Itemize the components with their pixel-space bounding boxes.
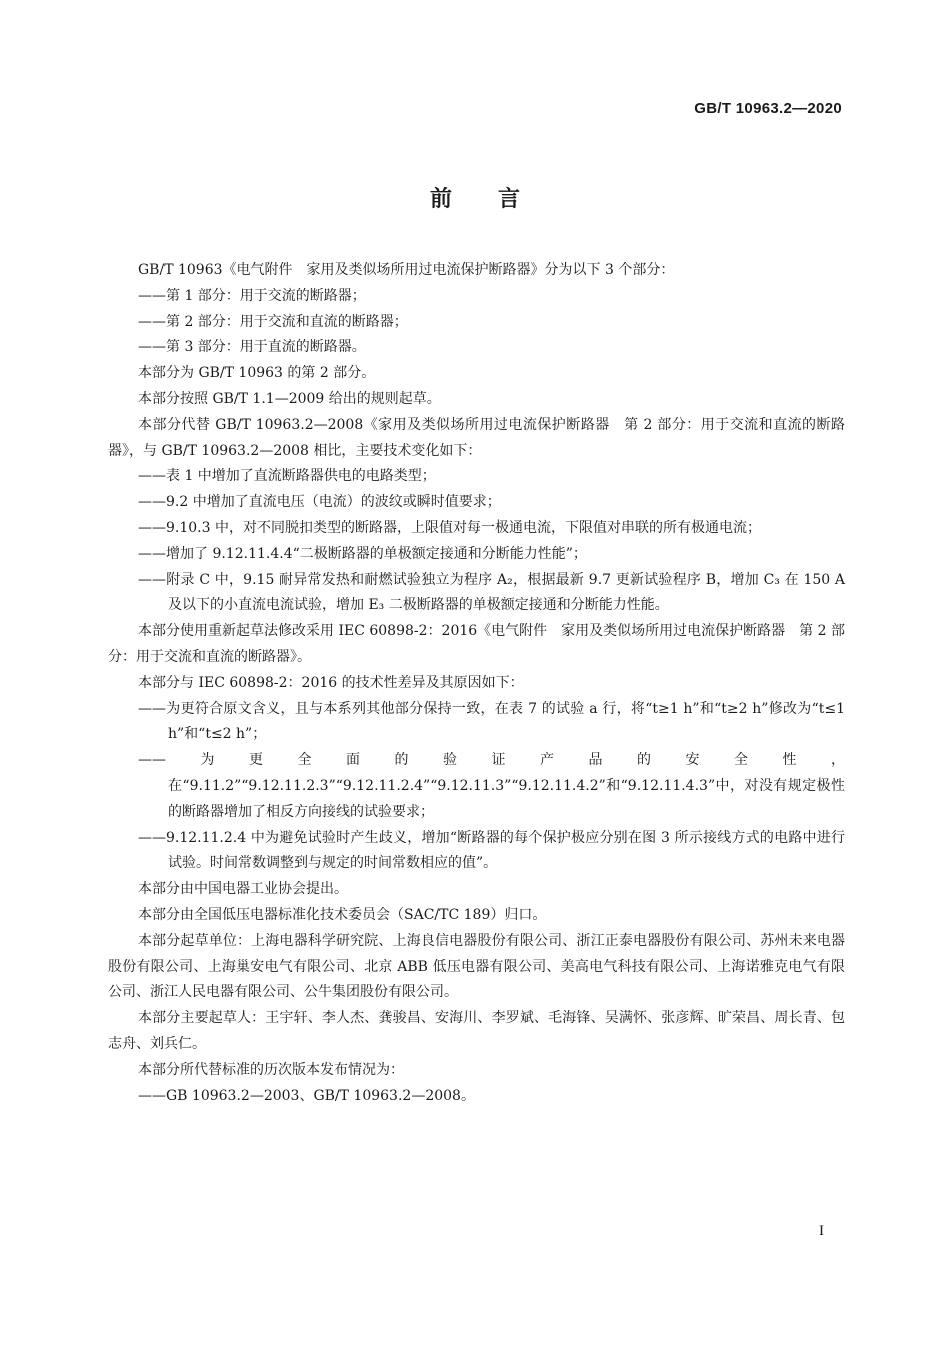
list-item: ——为更符合原文含义，且与本系列其他部分保持一致，在表 7 的试验 a 行，将“t≥1 h”和“t≥2 h”修改为“t≤1 h”和“t≤2 h”； <box>138 700 845 743</box>
paragraph: 本部分代替 GB/T 10963.2—2008《家用及类似场所用过电流保护断路器 第 2 部分：用于交流和直流的断路器》，与 GB/T 10963.2—2008 相比，主要技术变化如下： <box>108 416 845 459</box>
list-item: ——GB 10963.2—2003、GB/T 10963.2—2008。 <box>138 1087 475 1104</box>
paragraph: 本部分与 IEC 60898-2：2016 的技术性差异及其原因如下： <box>138 674 524 691</box>
list-item: ——第 2 部分：用于交流和直流的断路器； <box>138 313 408 330</box>
list-item: ——附录 C 中，9.15 耐异常发热和耐燃试验独立为程序 A₂，根据最新 9.7 更新试验程序 B，增加 C₃ 在 150 A 及以下的小直流电流试验，增加 E₃ 二极断路器的单极额定接通和分断能力性能。 <box>138 571 845 614</box>
list-item: ——表 1 中增加了直流断路器供电的电路类型； <box>138 468 436 485</box>
paragraph: 本部分为 GB/T 10963 的第 2 部分。 <box>138 365 376 382</box>
paragraph: 本部分使用重新起草法修改采用 IEC 60898-2：2016《电气附件 家用及类似场所用过电流保护断路器 第 2 部分：用于交流和直流的断路器》。 <box>108 623 845 665</box>
paragraph: 本部分主要起草人：王宇轩、李人杰、龚骏昌、安海川、李罗斌、毛海锋、吴满怀、张彦辉、旷荣昌、周长青、包志舟、刘兵仁。 <box>108 1010 845 1052</box>
page-number: I <box>819 1223 824 1239</box>
paragraph: 本部分起草单位：上海电器科学研究院、上海良信电器股份有限公司、浙江正泰电器股份有限公司、苏州未来电器股份有限公司、上海巢安电气有限公司、北京 ABB 低压电器有限公司、美高电气科技有限公司、上海诺雅克电气有限公司、浙江人民电器有限公司、公牛集团股份有限公司。 <box>108 932 845 1001</box>
paragraph: 本部分由全国低压电器标准化技术委员会（SAC/TC 189）归口。 <box>138 906 547 923</box>
list-item: ——为更全面的验证产品的安全性，在“9.11.2”“9.12.11.2.3”“9.12.11.2.4”“9.12.11.3”“9.12.11.4.2”和“9.12.11.4.3”中，对没有规定极性的断路器增加了相反方向接线的试验要求； <box>138 752 845 820</box>
list-item: ——增加了 9.12.11.4.4“二极断路器的单极额定接通和分断能力性能”； <box>138 545 587 562</box>
list-item: ——9.12.11.2.4 中为避免试验时产生歧义，增加“断路器的每个保护极应分别在图 3 所示接线方式的电路中进行试验。时间常数调整到与规定的时间常数相应的值”。 <box>138 829 845 872</box>
list-item: ——9.10.3 中，对不同脱扣类型的断路器，上限值对每一极通电流，下限值对串联的所有极通电流； <box>138 519 761 536</box>
list-item: ——第 1 部分：用于交流的断路器； <box>138 287 366 304</box>
paragraph: 本部分所代替标准的历次版本发布情况为： <box>138 1061 404 1078</box>
paragraph: GB/T 10963《电气附件 家用及类似场所用过电流保护断路器》分为以下 3 个部分： <box>138 262 675 278</box>
standard-code: GB/T 10963.2—2020 <box>694 100 842 117</box>
list-item: ——第 3 部分：用于直流的断路器。 <box>138 339 366 356</box>
foreword-body <box>108 258 845 1109</box>
paragraph: 本部分按照 GB/T 1.1—2009 给出的规则起草。 <box>138 390 441 407</box>
page-title: 前言 <box>429 187 566 212</box>
paragraph: 本部分由中国电器工业协会提出。 <box>138 881 348 898</box>
list-item: ——9.2 中增加了直流电压（电流）的波纹或瞬时值要求； <box>138 494 501 511</box>
